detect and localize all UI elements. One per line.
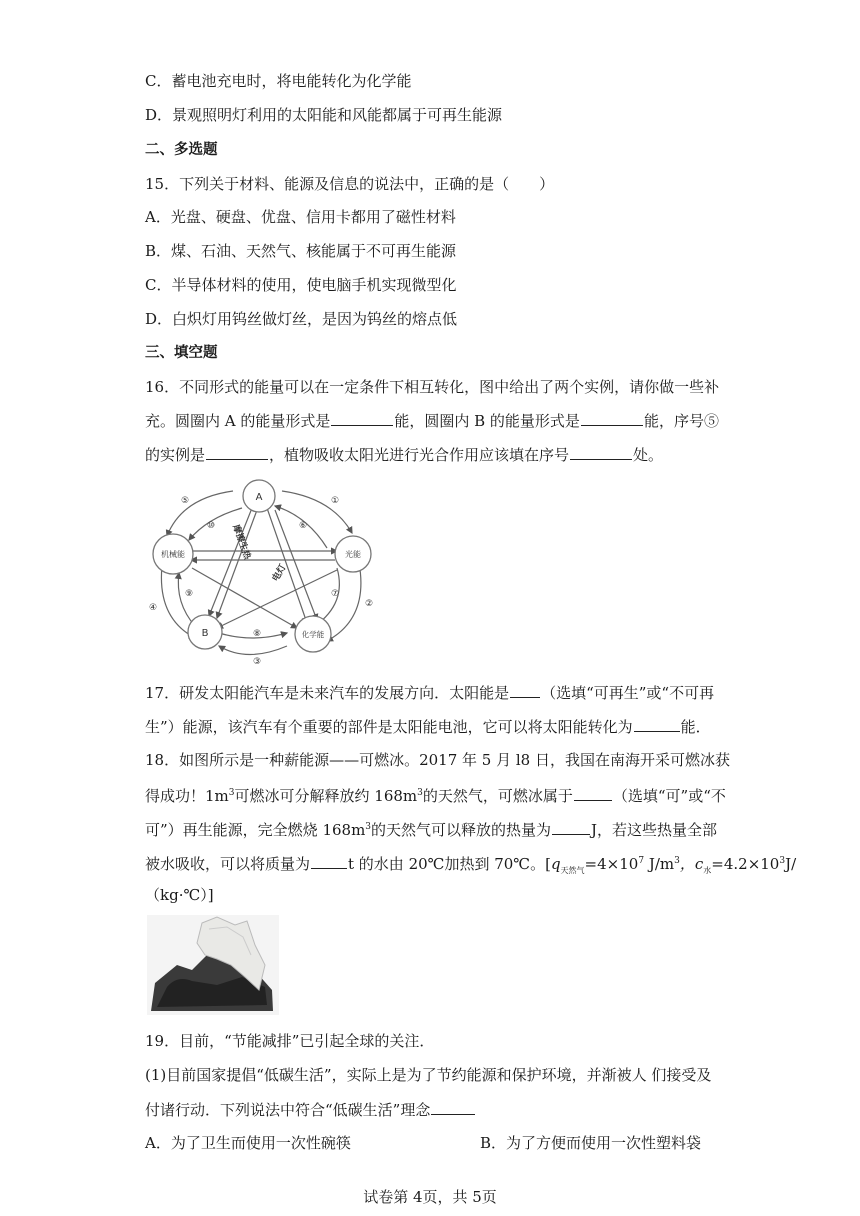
q19-line-2: (1)目前国家提倡“低碳生活”，实际上是为了节约能源和保护环境，并渐被人 们接受及 <box>145 1066 712 1084</box>
node-a-label: A <box>255 492 263 503</box>
answer-blank[interactable] <box>570 444 632 460</box>
q15-option-a: A．光盘、硬盘、优盘、信用卡都用了磁性材料 <box>145 208 456 226</box>
page-footer: 试卷第 4页，共 5页 <box>363 1188 497 1206</box>
num-9: ⑨ <box>185 589 194 599</box>
q17-line-2: 生”）能源，该汽车有个重要的部件是太阳能电池，它可以将太阳能转化为 能． <box>145 718 711 736</box>
label-friction: 摩擦生热 <box>230 523 252 561</box>
energy-conversion-diagram <box>147 478 387 668</box>
answer-blank[interactable] <box>574 785 612 801</box>
answer-blank[interactable] <box>510 682 540 698</box>
num-8: ⑧ <box>253 629 262 639</box>
answer-blank[interactable] <box>206 444 268 460</box>
answer-blank[interactable] <box>431 1099 475 1115</box>
q18-line-3: 可”）再生能源，完全燃烧 $168m^3$的天然气可以释放的热量为 J，若这些热量全部 <box>145 821 718 839</box>
section-fill-in: 三、填空题 <box>145 345 218 361</box>
answer-blank[interactable] <box>311 853 347 869</box>
combustible-ice-image <box>147 915 279 1015</box>
q19-line-3: 付诸行动．下列说法中符合“低碳生活”理念 <box>145 1099 476 1120</box>
q18-line-2: 得成功！$1m^3$可燃冰可分解释放约 $168m^3$的天然气，可燃冰属于 （选填“可”或“不 <box>145 787 726 805</box>
q16-line-2: 充。圆圈内 A 的能量形式是 能，圆圈内 B 的能量形式是 能，序号⑤ <box>145 412 719 430</box>
q16-line-1: 16．不同形式的能量可以在一定条件下相互转化，图中给出了两个实例，请你做一些补 <box>145 378 720 396</box>
q19-line-1: 19．目前，“节能减排”已引起全球的关注． <box>145 1032 435 1050</box>
q18-line-4: 被水吸收，可以将质量为 t 的水由 20℃加热到 70℃。[$q_{天然气}=4\times 10^7$ $J/m^3$，$c_水=4.2\times 10^3J/$ <box>145 855 797 875</box>
q15-option-d: D．白炽灯用钨丝做灯丝，是因为钨丝的熔点低 <box>145 310 458 328</box>
node-b-label: B <box>201 628 209 639</box>
answer-blank[interactable] <box>634 716 680 732</box>
q18-line-5: （kg·℃）] <box>145 886 214 904</box>
q15-stem: 15．下列关于材料、能源及信息的说法中，正确的是（ ） <box>145 175 555 193</box>
q17-line-1: 17．研发太阳能汽车是未来汽车的发展方向．太阳能是 （选填“可再生”或“不可再 <box>145 684 715 702</box>
q14-option-c: C．蓄电池充电时，将电能转化为化学能 <box>145 72 412 90</box>
node-mechanical-label: 机械能 <box>161 550 185 559</box>
num-3: ③ <box>253 657 262 667</box>
q18-line-1: 18．如图所示是一种薪能源——可燃冰。2017 年 5 月 l8 日，我国在南海开采可燃冰获 <box>145 751 730 769</box>
num-4: ④ <box>149 603 158 613</box>
num-1: ① <box>331 496 340 506</box>
answer-blank[interactable] <box>552 819 590 835</box>
q19-option-b: B．为了方便而使用一次性塑料袋 <box>480 1134 702 1152</box>
num-7: ⑦ <box>331 589 340 599</box>
q15-option-b: B．煤、石油、天然气、核能属于不可再生能源 <box>145 242 457 260</box>
q16-line-3: 的实例是 ，植物吸收太阳光进行光合作用应该填在序号 处。 <box>145 446 664 464</box>
label-lamp: 电灯 <box>270 562 289 584</box>
q19-option-a: A．为了卫生而使用一次性碗筷 <box>145 1134 351 1152</box>
node-chemical-label: 化学能 <box>301 630 325 639</box>
section-multiple-choice: 二、多选题 <box>145 142 218 158</box>
answer-blank[interactable] <box>581 410 643 426</box>
num-2: ② <box>365 599 374 609</box>
num-6: ⑥ <box>299 521 308 531</box>
q14-option-d: D．景观照明灯利用的太阳能和风能都属于可再生能源 <box>145 106 503 124</box>
num-10: ⑩ <box>207 521 216 531</box>
answer-blank[interactable] <box>331 410 393 426</box>
node-light-label: 光能 <box>345 550 361 559</box>
num-5: ⑤ <box>181 496 190 506</box>
q15-option-c: C．半导体材料的使用，使电脑手机实现微型化 <box>145 276 457 294</box>
